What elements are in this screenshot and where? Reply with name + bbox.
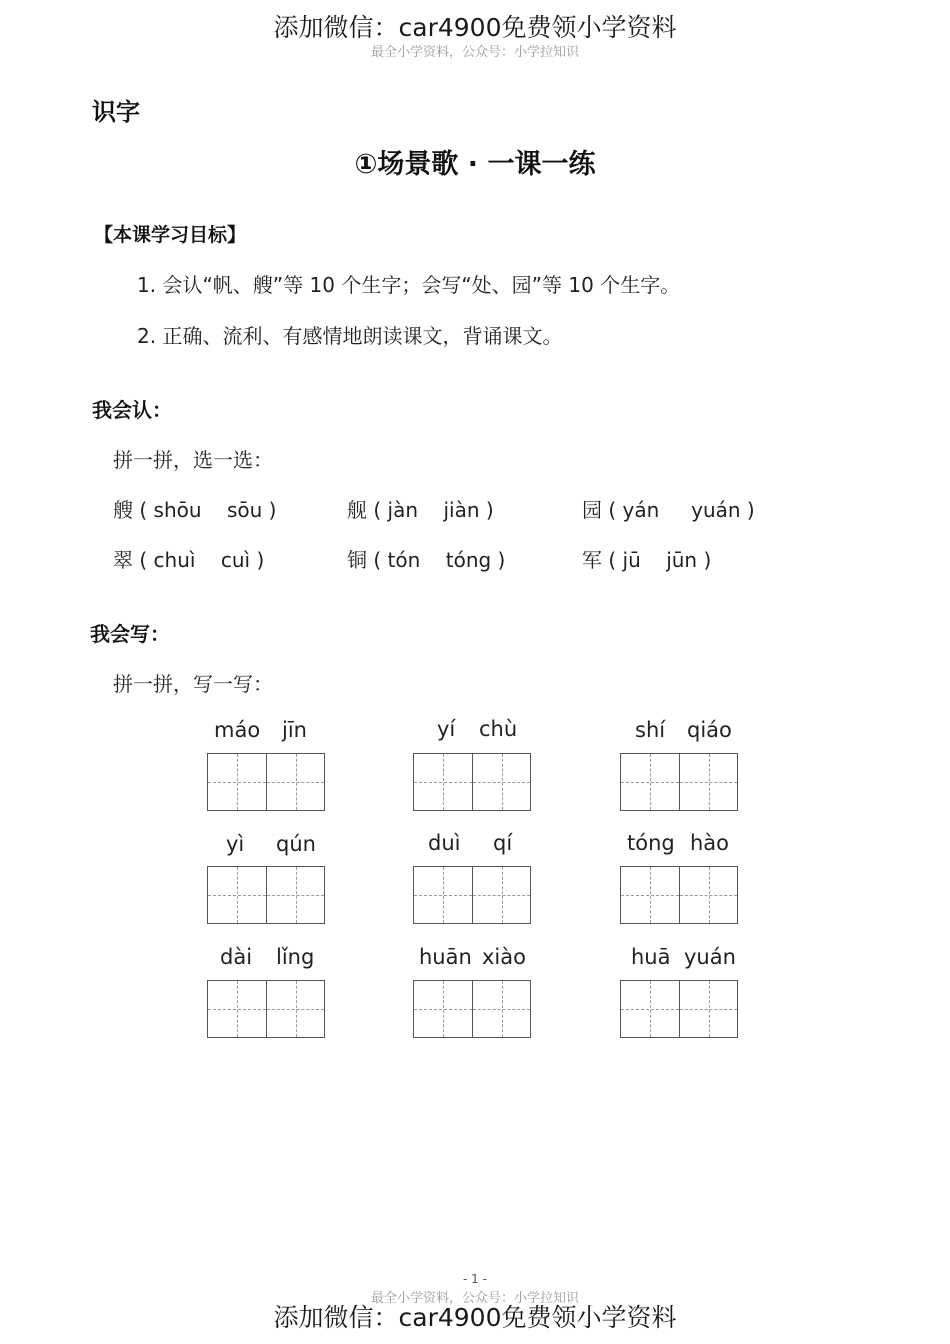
goal-item-1: 1. 会认“帆、艘”等 10 个生字；会写“处、园”等 10 个生字。 (137, 273, 681, 297)
write-pinyin: hào (690, 831, 730, 855)
writing-grid[interactable] (413, 866, 531, 924)
recognize-item: 铜 ( tón tóng ) (347, 548, 506, 572)
write-pinyin: shí (635, 718, 666, 742)
writing-grid[interactable] (413, 980, 531, 1038)
recognize-char: 舰 (347, 498, 367, 522)
pinyin-option[interactable]: yuán (691, 498, 741, 522)
write-pinyin: huān (419, 945, 472, 969)
recognize-item: 军 ( jū jūn ) (582, 548, 712, 572)
recognize-instruction: 拼一拼，选一选： (113, 448, 273, 472)
write-pinyin: máo (214, 718, 261, 742)
pinyin-option[interactable]: jàn (387, 498, 419, 522)
recognize-char: 艘 (113, 498, 133, 522)
section-title: 识字 (92, 98, 140, 126)
write-pinyin: duì (428, 831, 461, 855)
pinyin-option[interactable]: yán (622, 498, 660, 522)
write-pinyin: yí (437, 717, 456, 741)
write-pinyin: qí (493, 831, 513, 855)
writing-grid[interactable] (620, 753, 738, 811)
write-pinyin: qún (276, 832, 316, 856)
recognize-item: 翠 ( chuì cuì ) (113, 548, 265, 572)
goals-heading: 【本课学习目标】 (94, 224, 247, 246)
write-pinyin: jīn (282, 718, 307, 742)
write-pinyin: yuán (684, 945, 736, 969)
watermark-bottom: 添加微信：car4900免费领小学资料 (273, 1303, 677, 1332)
faded-footer-text: 最全小学资料，公众号：小学拉知识 (370, 1291, 579, 1306)
writing-grid[interactable] (620, 866, 738, 924)
recognize-item: 园 ( yán yuán ) (582, 498, 755, 522)
pinyin-option[interactable]: tóng (445, 548, 492, 572)
write-pinyin: dài (220, 945, 253, 969)
recognize-heading: 我会认： (92, 398, 172, 422)
writing-grid[interactable] (207, 753, 325, 811)
goal-item-2: 2. 正确、流利、有感情地朗读课文，背诵课文。 (137, 324, 563, 348)
pinyin-option[interactable]: jū (622, 548, 641, 572)
write-pinyin: xiào (482, 945, 526, 969)
pinyin-option[interactable]: cuì (220, 548, 251, 572)
pinyin-option[interactable]: sōu (226, 498, 263, 522)
page-number: - 1 - (463, 1272, 487, 1286)
write-pinyin: lǐng (276, 945, 315, 969)
recognize-item: 艘 ( shōu sōu ) (113, 498, 277, 522)
writing-grid[interactable] (413, 753, 531, 811)
write-pinyin: yì (226, 832, 245, 856)
watermark-top: 添加微信：car4900免费领小学资料 (273, 13, 677, 42)
writing-grid[interactable] (620, 980, 738, 1038)
recognize-char: 园 (582, 498, 602, 522)
pinyin-option[interactable]: jiàn (443, 498, 480, 522)
write-pinyin: huā (631, 945, 671, 969)
writing-grid[interactable] (207, 866, 325, 924)
write-pinyin: tóng (627, 831, 675, 855)
recognize-char: 翠 (113, 548, 133, 572)
faded-header-text: 最全小学资料，公众号：小学拉知识 (370, 45, 579, 60)
pinyin-option[interactable]: jūn (666, 548, 698, 572)
recognize-item: 舰 ( jàn jiàn ) (347, 498, 494, 522)
write-pinyin: qiáo (687, 718, 732, 742)
lesson-title: ①场景歌 · 一课一练 (354, 149, 596, 180)
recognize-char: 铜 (347, 548, 367, 572)
recognize-char: 军 (582, 548, 602, 572)
write-heading: 我会写： (90, 622, 170, 646)
write-instruction: 拼一拼，写一写： (113, 672, 273, 696)
write-pinyin: chù (479, 717, 518, 741)
pinyin-option[interactable]: tón (387, 548, 421, 572)
writing-grid[interactable] (207, 980, 325, 1038)
pinyin-option[interactable]: chuì (153, 548, 196, 572)
pinyin-option[interactable]: shōu (153, 498, 202, 522)
